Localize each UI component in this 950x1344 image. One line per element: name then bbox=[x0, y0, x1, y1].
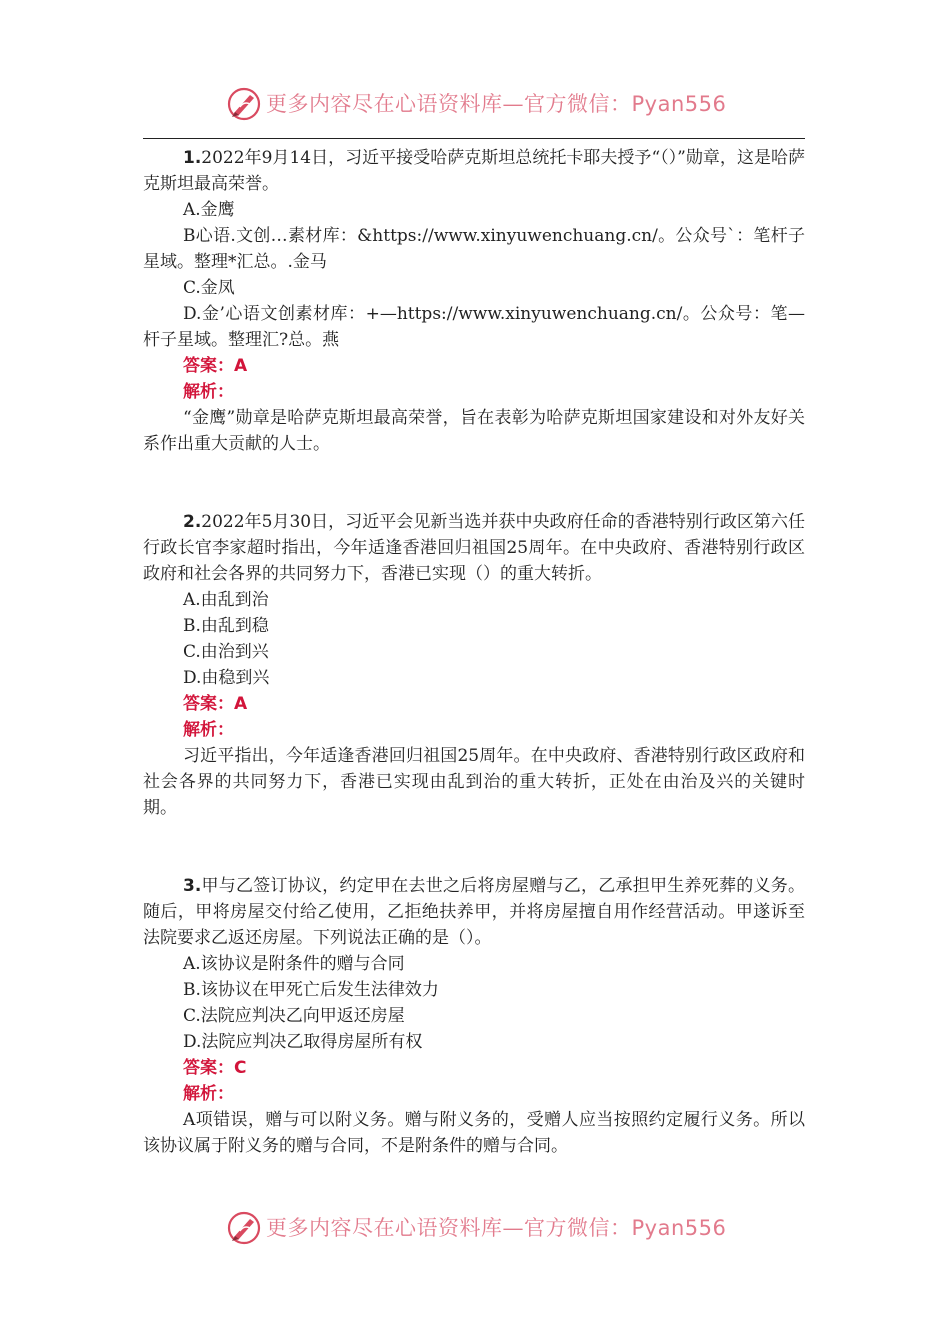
option-d: D.金’心语文创素材库：+—https://www.xinyuwenchuang.cn/。公众号：笔—杆子星域。整理汇?总。燕 bbox=[143, 304, 805, 350]
analysis-text: “金鹰”勋章是哈萨克斯坦最高荣誉，旨在表彰为哈萨克斯坦国家建设和对外友好关系作出重大贡献的人士。 bbox=[143, 408, 805, 454]
analysis-text: A项错误，赠与可以附义务。赠与附义务的，受赠人应当按照约定履行义务。所以该协议属于附义务的赠与合同，不是附条件的赠与合同。 bbox=[143, 1110, 805, 1156]
answer: 答案：A bbox=[183, 356, 248, 376]
footer-banner-text bbox=[266, 1214, 726, 1242]
question-stem bbox=[143, 145, 805, 197]
question-2 bbox=[143, 509, 805, 821]
option-c: C.金凤 bbox=[183, 278, 235, 298]
footer-banner-label: 更多内容尽在心语资料库—官方微信： bbox=[266, 1216, 632, 1240]
option-b: B.由乱到稳 bbox=[183, 616, 269, 636]
question-stem-text: 2022年5月30日，习近平会见新当选并获中央政府任命的香港特别行政区第六任行政长官李家超时指出，今年适逢香港回归祖国25周年。在中央政府、香港特别行政区政府和社会各界的共同努力下，香港已实现（）的重大转折。 bbox=[143, 512, 805, 584]
answer: 答案：C bbox=[183, 1058, 247, 1078]
option-c: C.由治到兴 bbox=[183, 642, 269, 662]
footer-banner bbox=[0, 1208, 950, 1248]
option-d: D.法院应判决乙取得房屋所有权 bbox=[183, 1032, 423, 1052]
option-a: A.金鹰 bbox=[183, 200, 235, 220]
pen-logo-icon bbox=[226, 1210, 262, 1246]
question-stem-text: 甲与乙签订协议，约定甲在去世之后将房屋赠与乙，乙承担甲生养死葬的义务。随后，甲将房屋交付给乙使用，乙拒绝扶养甲，并将房屋擅自用作经营活动。甲遂诉至法院要求乙返还房屋。下列说法正确的是（）。 bbox=[143, 876, 805, 948]
document-body bbox=[143, 145, 805, 1159]
question-number: 2. bbox=[183, 512, 202, 532]
answer: 答案：A bbox=[183, 694, 248, 714]
option-a: A.由乱到治 bbox=[183, 590, 269, 610]
option-a: A.该协议是附条件的赠与合同 bbox=[183, 954, 405, 974]
question-3 bbox=[143, 873, 805, 1159]
question-stem bbox=[143, 873, 805, 951]
option-c: C.法院应判决乙向甲返还房屋 bbox=[183, 1006, 405, 1026]
question-1 bbox=[143, 145, 805, 457]
analysis-label: 解析： bbox=[183, 720, 234, 740]
header-wechat-handle: Pyan556 bbox=[631, 92, 727, 116]
pen-logo-icon bbox=[226, 86, 262, 122]
analysis-text: 习近平指出，今年适逢香港回归祖国25周年。在中央政府、香港特别行政区政府和社会各界的共同努力下，香港已实现由乱到治的重大转折，正处在由治及兴的关键时期。 bbox=[143, 746, 805, 818]
header-banner bbox=[0, 84, 950, 124]
option-d: D.由稳到兴 bbox=[183, 668, 270, 688]
question-stem-text: 2022年9月14日，习近平接受哈萨克斯坦总统托卡耶夫授予“（）”勋章，这是哈萨克斯坦最高荣誉。 bbox=[143, 148, 805, 194]
question-number: 1. bbox=[183, 148, 202, 168]
question-number: 3. bbox=[183, 876, 202, 896]
header-banner-text bbox=[266, 90, 726, 118]
question-stem bbox=[143, 509, 805, 587]
option-b: B.该协议在甲死亡后发生法律效力 bbox=[183, 980, 439, 1000]
spacer bbox=[143, 457, 805, 509]
header-banner-label: 更多内容尽在心语资料库—官方微信： bbox=[266, 92, 632, 116]
option-b: B心语.文创…素材库：&https://www.xinyuwenchuang.cn/。公众号`：笔杆子星域。整理*汇总。.金马 bbox=[143, 226, 805, 272]
header-rule bbox=[143, 138, 805, 139]
footer-wechat-handle: Pyan556 bbox=[631, 1216, 727, 1240]
analysis-label: 解析： bbox=[183, 382, 234, 402]
spacer bbox=[143, 821, 805, 873]
analysis-label: 解析： bbox=[183, 1084, 234, 1104]
